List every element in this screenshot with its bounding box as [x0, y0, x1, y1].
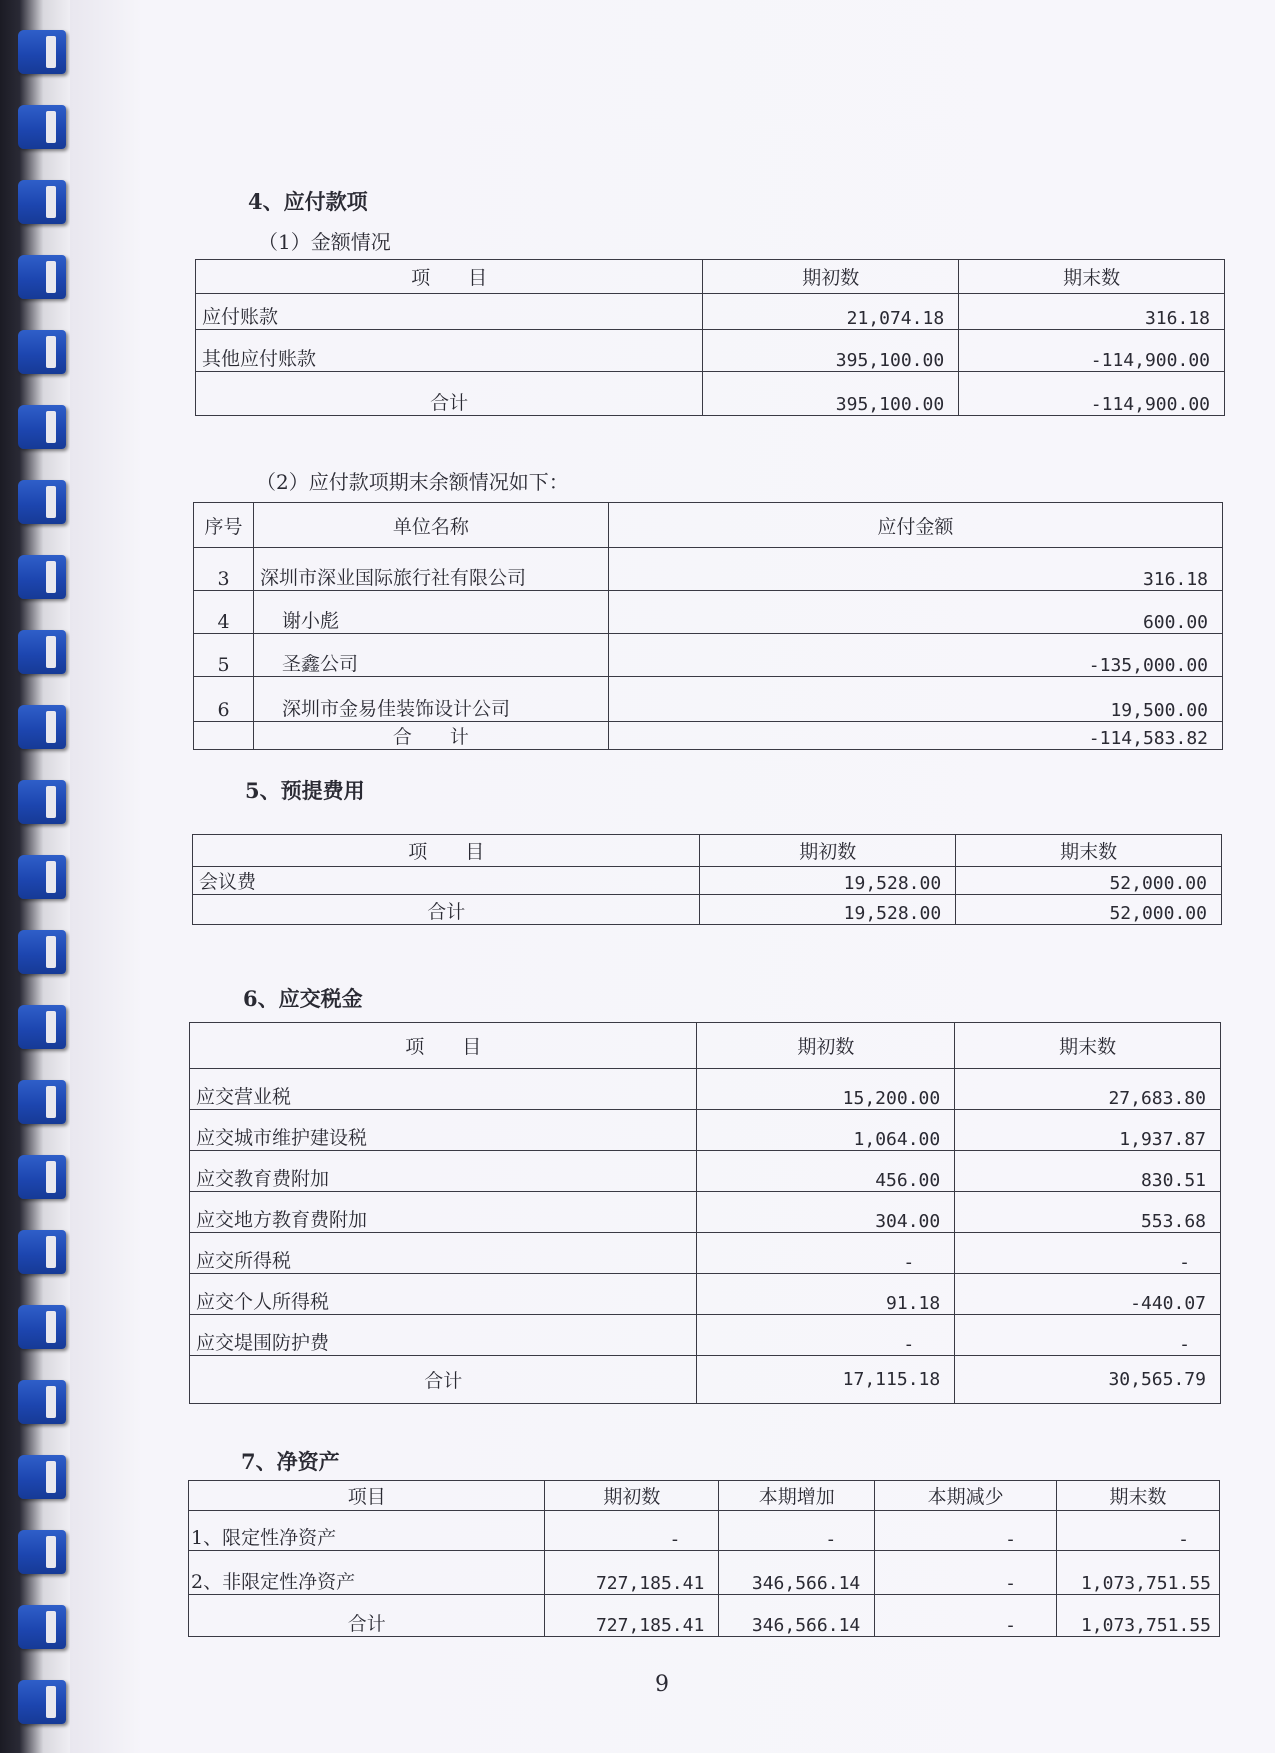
table-row: [193, 867, 1222, 895]
row-label: 应交城市维护建设税: [190, 1110, 697, 1151]
row-label: 应交堤围防护费: [190, 1315, 697, 1356]
section-title-taxes-payable: 6、应交税金: [243, 986, 363, 1011]
cell-opening: 21,074.18: [703, 294, 959, 330]
cell-opening: -: [697, 1233, 955, 1274]
binding-ring: [18, 930, 66, 974]
table-row: [194, 591, 1223, 634]
cell-unit-name: 深圳市金易佳装饰设计公司: [253, 677, 608, 722]
header-item: 项 目: [193, 835, 700, 867]
cell-closing: 30,565.79: [955, 1356, 1221, 1404]
cell-decrease: -: [875, 1551, 1057, 1595]
binding-ring: [18, 330, 66, 374]
cell-closing: 52,000.00: [956, 895, 1222, 925]
row-label: 应交营业税: [190, 1069, 697, 1110]
binding-ring: [18, 555, 66, 599]
cell-seq: 5: [194, 634, 254, 677]
table-row: [190, 1315, 1221, 1356]
binding-ring: [18, 705, 66, 749]
header-closing: 期末数: [955, 1023, 1221, 1069]
binding-ring: [18, 180, 66, 224]
table-total-row: [190, 1356, 1221, 1404]
cell-opening: 91.18: [697, 1274, 955, 1315]
cell-decrease: -: [875, 1511, 1057, 1551]
cell-amount: -135,000.00: [608, 634, 1222, 677]
row-label: 应交个人所得税: [190, 1274, 697, 1315]
binding-ring: [18, 1680, 66, 1724]
cell-closing: -440.07: [955, 1274, 1221, 1315]
section-title-accrued-expenses: 5、预提费用: [245, 778, 365, 803]
cell-closing: -: [955, 1233, 1221, 1274]
cell-unit-name: 谢小彪: [253, 591, 608, 634]
binding-ring: [18, 30, 66, 74]
binding-ring: [18, 480, 66, 524]
table-row: [190, 1274, 1221, 1315]
cell-closing: -114,900.00: [959, 330, 1225, 372]
binding-ring: [18, 1230, 66, 1274]
section-title-accounts-payable: 4、应付款项: [248, 189, 368, 214]
cell-closing: 52,000.00: [956, 867, 1222, 895]
cell-opening: 395,100.00: [703, 330, 959, 372]
binding-ring: [18, 1080, 66, 1124]
row-label: 2、非限定性净资产: [189, 1551, 545, 1595]
binding-ring: [18, 780, 66, 824]
cell-closing: 1,937.87: [955, 1110, 1221, 1151]
cell-amount: 600.00: [608, 591, 1222, 634]
cell-increase: 346,566.14: [719, 1551, 875, 1595]
table-row: [196, 294, 1225, 330]
row-label: 其他应付账款: [196, 330, 703, 372]
total-label: 合计: [190, 1356, 697, 1404]
cell-opening: 727,185.41: [545, 1551, 719, 1595]
table-row: [194, 677, 1223, 722]
header-opening: 期初数: [697, 1023, 955, 1069]
binding-ring: [18, 1530, 66, 1574]
header-opening: 期初数: [545, 1481, 719, 1511]
binding-ring: [18, 630, 66, 674]
table-row: [190, 1192, 1221, 1233]
table-header-row: [193, 835, 1222, 867]
table-header-row: [194, 503, 1223, 548]
header-increase: 本期增加: [719, 1481, 875, 1511]
table-net-assets: [188, 1480, 1220, 1637]
header-opening: 期初数: [703, 260, 959, 294]
header-decrease: 本期减少: [875, 1481, 1057, 1511]
table-total-row: [194, 722, 1223, 750]
cell-closing: 27,683.80: [955, 1069, 1221, 1110]
binding-ring: [18, 855, 66, 899]
header-opening: 期初数: [700, 835, 956, 867]
cell-decrease: -: [875, 1595, 1057, 1637]
cell-closing: 1,073,751.55: [1057, 1595, 1220, 1637]
table-row: [190, 1069, 1221, 1110]
cell-opening: 304.00: [697, 1192, 955, 1233]
table-row: [189, 1551, 1220, 1595]
table-row: [194, 634, 1223, 677]
header-seq: 序号: [194, 503, 254, 548]
cell-opening: 456.00: [697, 1151, 955, 1192]
header-closing: 期末数: [1057, 1481, 1220, 1511]
row-label: 应付账款: [196, 294, 703, 330]
cell-opening: -: [545, 1511, 719, 1551]
binding-ring: [18, 105, 66, 149]
binding-ring: [18, 405, 66, 449]
cell-unit-name: 圣鑫公司: [253, 634, 608, 677]
header-item: 项目: [189, 1481, 545, 1511]
table-header-row: [190, 1023, 1221, 1069]
cell-opening: 19,528.00: [700, 895, 956, 925]
cell-increase: -: [719, 1511, 875, 1551]
table-payable-balances: [193, 502, 1223, 750]
table-total-row: [196, 372, 1225, 416]
binding-ring: [18, 255, 66, 299]
page-number: 9: [655, 1672, 669, 1697]
spiral-binding: [0, 0, 70, 1753]
binding-ring: [18, 1455, 66, 1499]
total-label: 合计: [189, 1595, 545, 1637]
cell-opening: 19,528.00: [700, 867, 956, 895]
cell-opening: -: [697, 1315, 955, 1356]
header-amount: 应付金额: [608, 503, 1222, 548]
binding-ring: [18, 1605, 66, 1649]
row-label: 应交教育费附加: [190, 1151, 697, 1192]
cell-closing: 553.68: [955, 1192, 1221, 1233]
cell-seq: 6: [194, 677, 254, 722]
table-accounts-payable-amounts: [195, 259, 1225, 416]
cell-opening: 727,185.41: [545, 1595, 719, 1637]
table-row: [196, 330, 1225, 372]
table-total-row: [193, 895, 1222, 925]
table-row: [190, 1233, 1221, 1274]
binding-ring: [18, 1305, 66, 1349]
cell-increase: 346,566.14: [719, 1595, 875, 1637]
header-closing: 期末数: [956, 835, 1222, 867]
total-label: 合计: [196, 372, 703, 416]
header-item: 项 目: [190, 1023, 697, 1069]
cell-amount: -114,583.82: [608, 722, 1222, 750]
cell-seq: 3: [194, 548, 254, 591]
total-label: 合 计: [253, 722, 608, 750]
table-row: [194, 548, 1223, 591]
cell-seq: 4: [194, 591, 254, 634]
row-label: 1、限定性净资产: [189, 1511, 545, 1551]
row-label: 会议费: [193, 867, 700, 895]
binding-ring: [18, 1380, 66, 1424]
table-taxes-payable: [189, 1022, 1221, 1404]
header-unit-name: 单位名称: [253, 503, 608, 548]
row-label: 应交所得税: [190, 1233, 697, 1274]
cell-closing: -114,900.00: [959, 372, 1225, 416]
cell-opening: 15,200.00: [697, 1069, 955, 1110]
table-row: [190, 1110, 1221, 1151]
cell-opening: 17,115.18: [697, 1356, 955, 1404]
binding-ring: [18, 1005, 66, 1049]
cell-closing: 1,073,751.55: [1057, 1551, 1220, 1595]
cell-seq: [194, 722, 254, 750]
section-title-net-assets: 7、净资产: [241, 1449, 340, 1474]
row-label: 应交地方教育费附加: [190, 1192, 697, 1233]
cell-amount: 316.18: [608, 548, 1222, 591]
header-item: 项 目: [196, 260, 703, 294]
binding-ring: [18, 1155, 66, 1199]
cell-closing: -: [1057, 1511, 1220, 1551]
table-header-row: [196, 260, 1225, 294]
cell-opening: 395,100.00: [703, 372, 959, 416]
table-row: [189, 1511, 1220, 1551]
subsection-amount: （1）金额情况: [258, 230, 391, 254]
header-closing: 期末数: [959, 260, 1225, 294]
total-label: 合计: [193, 895, 700, 925]
subsection-balance-details: （2）应付款项期末余额情况如下：: [256, 470, 569, 494]
table-total-row: [189, 1595, 1220, 1637]
table-header-row: [189, 1481, 1220, 1511]
cell-closing: 316.18: [959, 294, 1225, 330]
cell-closing: 830.51: [955, 1151, 1221, 1192]
cell-unit-name: 深圳市深业国际旅行社有限公司: [253, 548, 608, 591]
cell-closing: -: [955, 1315, 1221, 1356]
cell-opening: 1,064.00: [697, 1110, 955, 1151]
cell-amount: 19,500.00: [608, 677, 1222, 722]
table-accrued-expenses: [192, 834, 1222, 925]
table-row: [190, 1151, 1221, 1192]
